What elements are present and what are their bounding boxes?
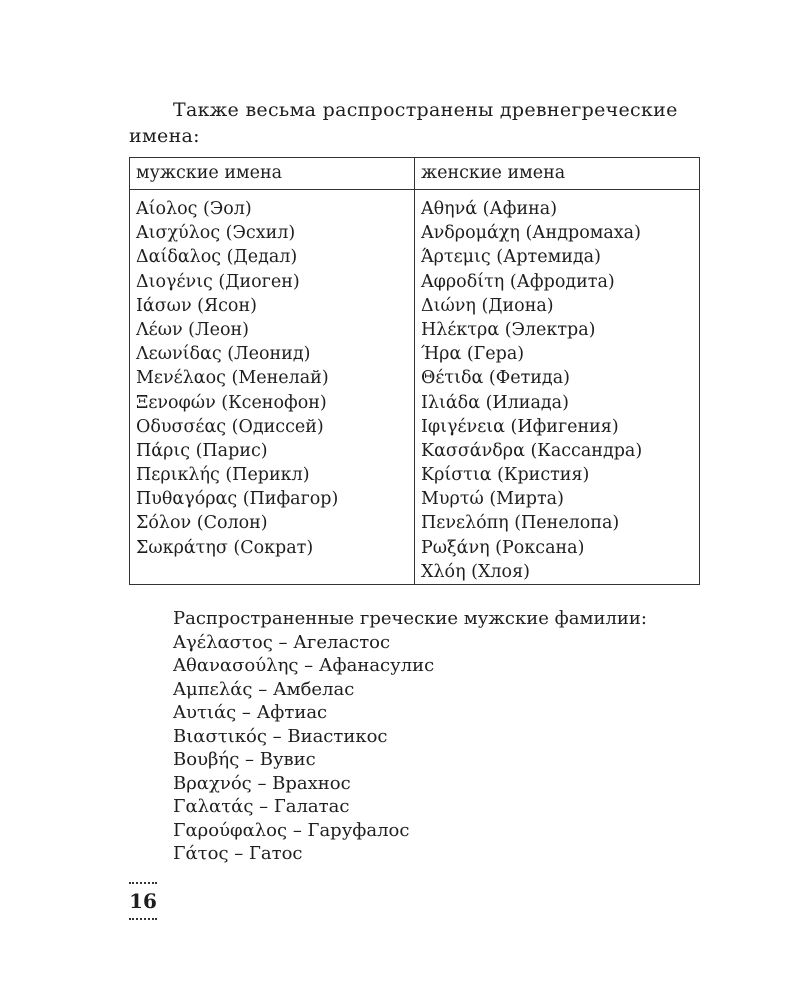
intro-paragraph	[129, 97, 700, 149]
male-name: Σωκράτησ (Сократ)	[136, 537, 314, 558]
table-header-row	[130, 158, 700, 190]
female-name: Πενελόπη (Пенелопа)	[421, 513, 620, 534]
surname-item: Αθανασούλης – Афанасулис	[173, 655, 435, 676]
surname-item: Γαρούφαλος – Гаруфалос	[173, 819, 410, 841]
female-name: Ρωξάνη (Роксана)	[421, 537, 585, 558]
header-male-names: мужские имена	[130, 158, 415, 190]
male-name: Λέων (Леон)	[136, 319, 249, 340]
male-name: Δαίδαλος (Дедал)	[136, 247, 298, 268]
female-name: Διώνη (Диона)	[421, 295, 554, 316]
female-name: Άρτεμις (Артемида)	[421, 247, 601, 268]
male-name: Περικλής (Перикл)	[136, 465, 310, 486]
intro-line-2: имена:	[129, 125, 200, 147]
female-name: Μυρτώ (Мирта)	[421, 489, 564, 510]
surnames-heading: Распространенные греческие мужские фамилии:	[173, 608, 647, 629]
female-name: Χλόη (Хлоя)	[421, 561, 530, 582]
page-number-dots-bottom	[129, 912, 157, 920]
male-name: Διογένις (Диоген)	[136, 271, 300, 292]
table-body-row	[130, 190, 700, 585]
female-name: Ανδρομάχη (Андромаха)	[421, 223, 641, 244]
male-name: Μενέλαος (Менелай)	[136, 368, 329, 389]
female-name: Ιλιάδα (Илиада)	[421, 392, 569, 413]
surname-item: Βραχνός – Врахнос	[173, 772, 351, 794]
male-name: Σόλον (Солон)	[136, 513, 268, 534]
male-name: Οδυσσέας (Одиссей)	[136, 416, 324, 437]
female-name: Θέτιδα (Фетида)	[421, 368, 570, 389]
female-name: Αφροδίτη (Афродита)	[421, 271, 615, 292]
surname-item: Γαλατάς – Галатас	[173, 796, 350, 817]
male-name: Πάρις (Парис)	[136, 440, 268, 461]
names-table	[129, 157, 700, 585]
male-name: Αισχύλος (Эсхил)	[136, 223, 296, 244]
male-name: Ιάσων (Ясон)	[136, 295, 257, 316]
intro-line-1: Также весьма распространены древнегреческие	[173, 99, 678, 121]
male-name: Λεωνίδας (Леонид)	[136, 344, 311, 365]
surname-item: Γάτος – Гатос	[173, 843, 303, 864]
header-female-names: женские имена	[415, 158, 700, 190]
male-name: Ξενοφών (Ксенофон)	[136, 392, 327, 413]
female-name: Ηλέκτρα (Электра)	[421, 319, 596, 340]
female-names-cell	[415, 190, 700, 585]
surname-item: Βουβής – Вувис	[173, 749, 316, 770]
male-name: Αίολος (Эол)	[136, 199, 252, 219]
female-name: Κρίστια (Кристия)	[421, 465, 590, 486]
surname-item: Βιαστικός – Виастикос	[173, 725, 388, 747]
male-name: Πυθαγόρας (Пифагор)	[136, 489, 339, 510]
female-name: Κασσάνδρα (Кассандра)	[421, 440, 643, 461]
page-number-value: 16	[129, 889, 157, 913]
surname-item: Αγέλαστος – Агеластос	[173, 631, 391, 653]
surname-item: Αυτιάς – Афтиас	[173, 702, 328, 723]
female-name: Ιφιγένεια (Ифигения)	[421, 416, 619, 437]
female-name: Ήρα (Гера)	[421, 344, 525, 365]
female-name: Αθηνά (Афина)	[421, 199, 558, 219]
surname-item: Αμπελάς – Амбелас	[173, 678, 355, 700]
male-names-cell	[130, 190, 415, 585]
page-number	[128, 882, 158, 920]
surnames-list	[173, 607, 647, 866]
